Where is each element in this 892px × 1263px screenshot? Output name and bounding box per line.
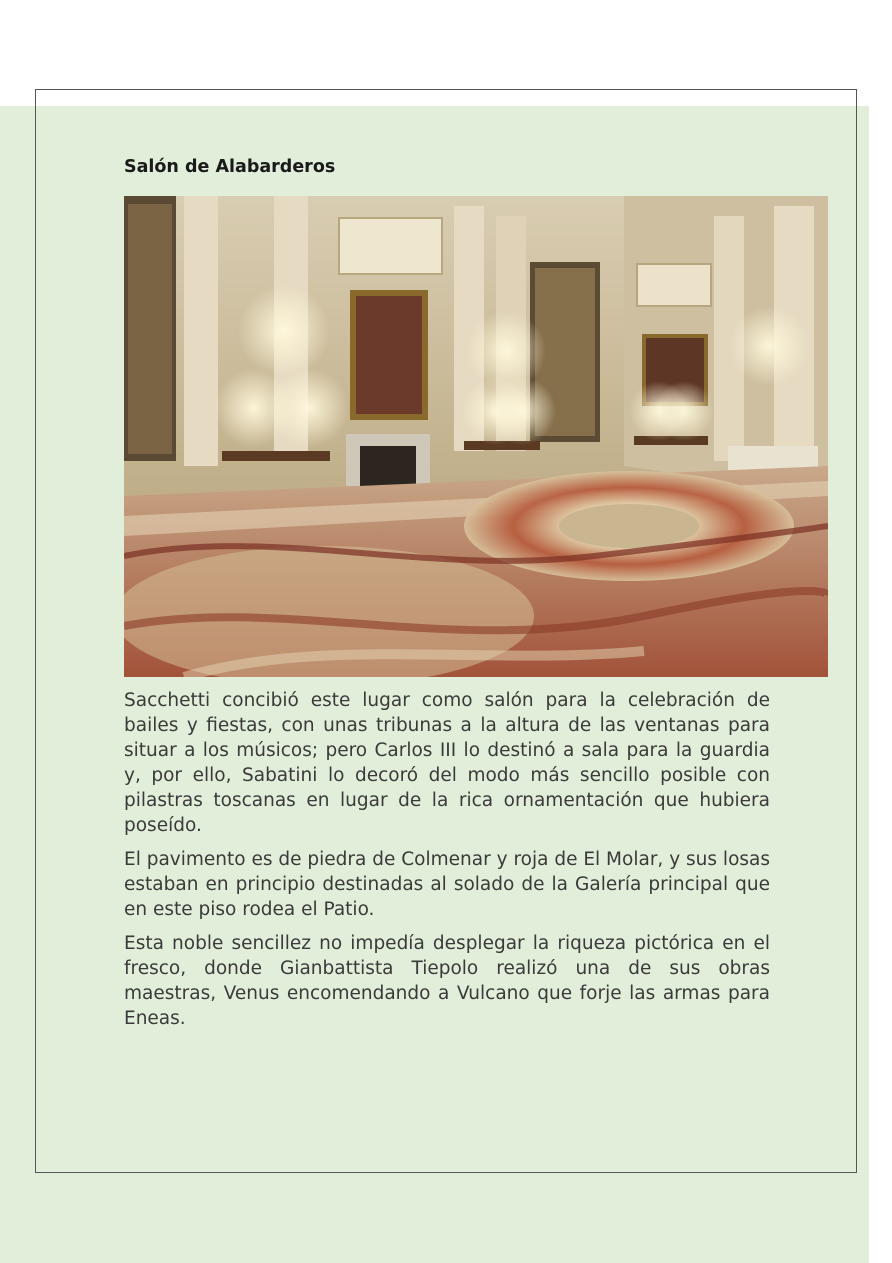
paragraph-3: Esta noble sencillez no impedía desplegar la riqueza pictórica en el fresco, donde Gianbattista Tiepolo realizó una de sus obras maestras, Venus encomendando a Vulcano que forje las armas para Eneas. <box>124 933 770 1029</box>
paragraph-1: Sacchetti concibió este lugar como salón para la celebración de bailes y fiestas, con unas tribunas a la altura de las ventanas para situar a los músicos; pero Carlos III lo destinó a sala para la guardia y, por ello, Sabatini lo decoró del modo más sencillo posible con pilastras toscanas en lugar de la rica ornamentación que hubiera poseído. <box>124 690 770 836</box>
ornate-hall-photo-icon <box>124 196 828 677</box>
section-title: Salón de Alabarderos <box>124 157 336 177</box>
hall-photo <box>124 196 828 677</box>
body-text <box>124 688 770 1040</box>
paragraph-2: El pavimento es de piedra de Colmenar y roja de El Molar, y sus losas estaban en principio destinadas al solado de la Galería principal que en este piso rodea el Patio. <box>124 849 770 920</box>
